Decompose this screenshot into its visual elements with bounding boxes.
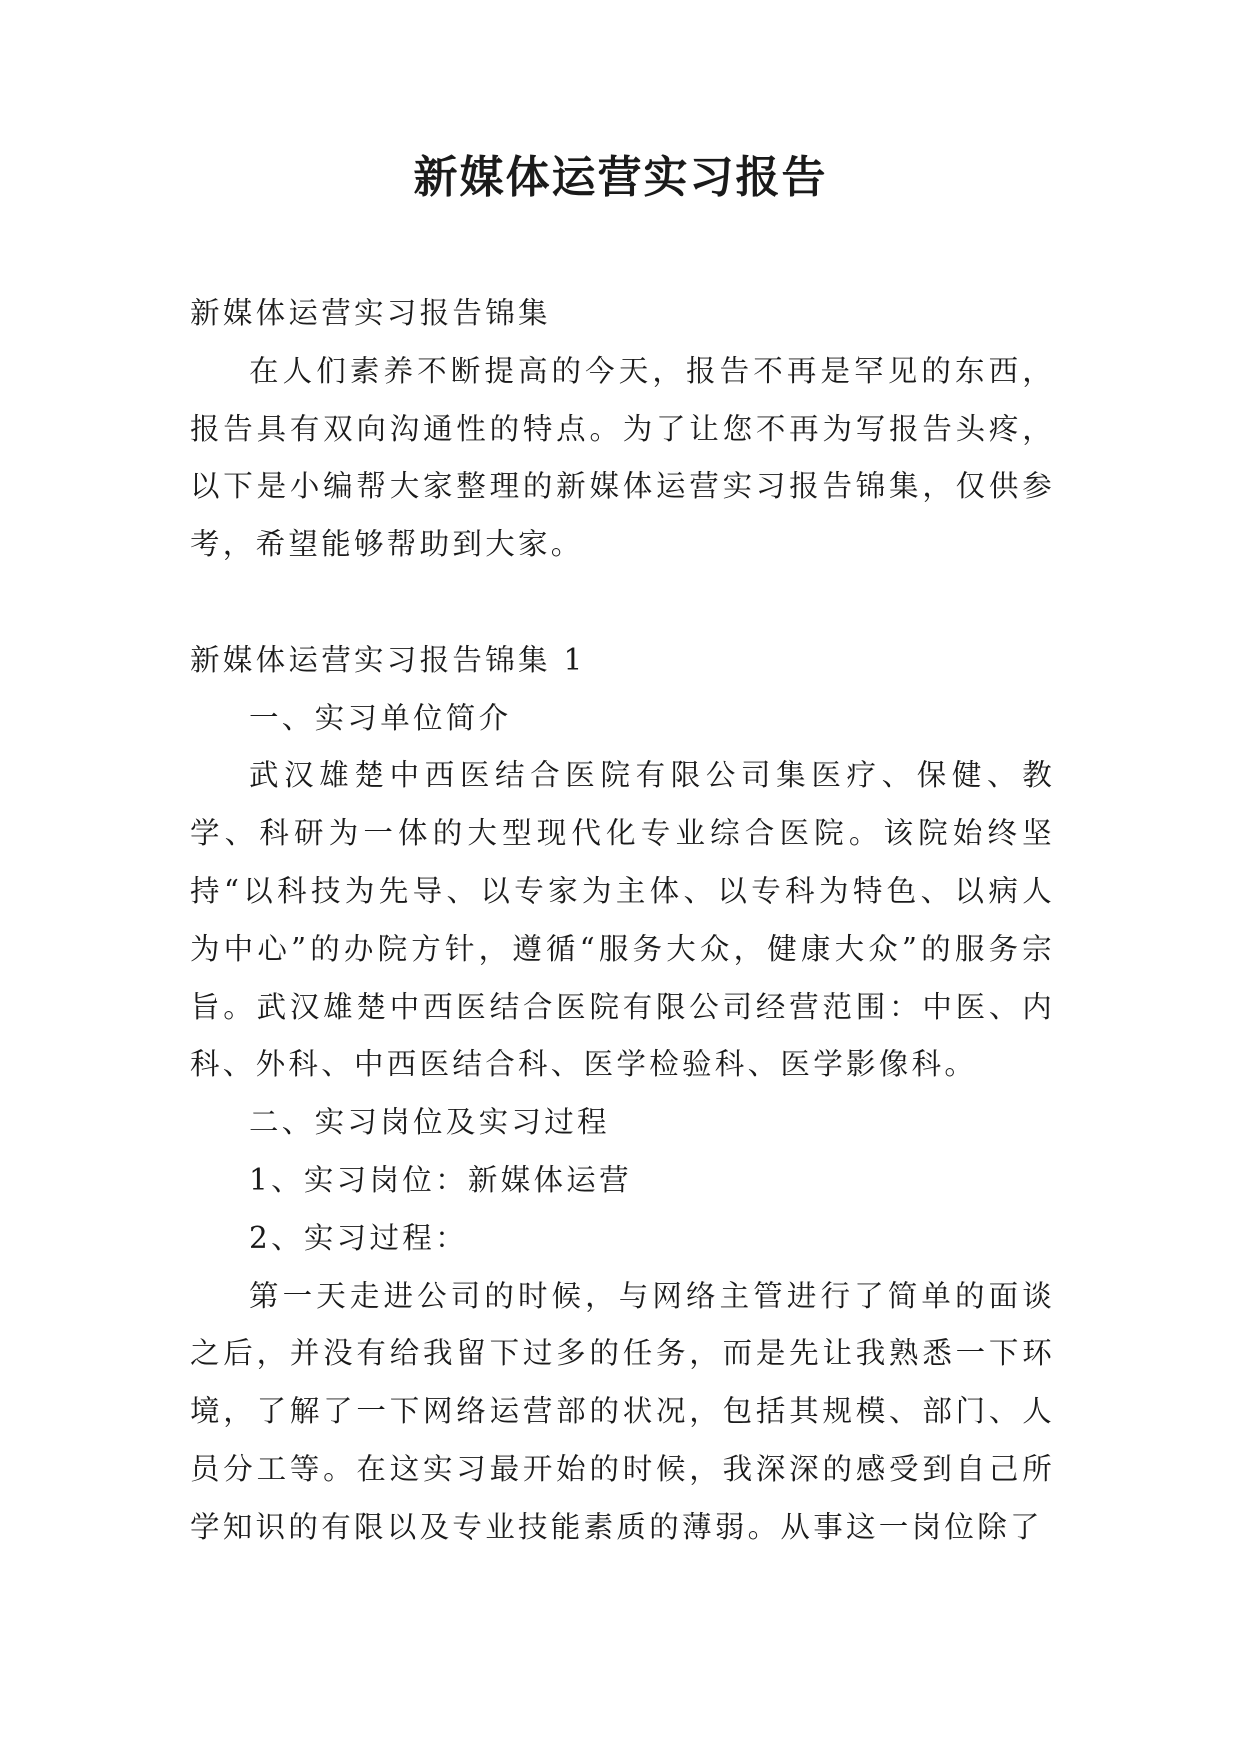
company-paragraph: 武汉雄楚中西医结合医院有限公司集医疗、保健、教学、科研为一体的大型现代化专业综合医院。该院始终坚持“以科技为先导、以专家为主体、以专科为特色、以病人为中心”的办院方针，遵循“服务大众，健康大众”的服务宗旨。武汉雄楚中西医结合医院有限公司经营范围：中医、内科、外科、中西医结合科、医学检验科、医学影像科。 <box>190 758 1055 1082</box>
heading-internship: 二、实习岗位及实习过程 <box>249 1105 610 1140</box>
paragraph-spacer <box>190 574 1055 632</box>
document-title: 新媒体运营实习报告 <box>413 152 828 203</box>
process-paragraph: 第一天走进公司的时候，与网络主管进行了简单的面谈之后，并没有给我留下过多的任务，而是先让我熟悉一下环境，了解了一下网络运营部的状况，包括其规模、部门、人员分工等。在这实习最开始的时候，我深深的感受到自己所学知识的有限以及专业技能素质的薄弱。从事这一岗位除了 <box>190 1278 1055 1544</box>
document-subtitle: 新媒体运营实习报告锦集 <box>190 296 551 330</box>
internship-position-item: 1、实习岗位：新媒体运营 <box>249 1162 632 1197</box>
intro-paragraph: 在人们素养不断提高的今天，报告不再是罕见的东西，报告具有双向沟通性的特点。为了让您不再为写报告头疼，以下是小编帮大家整理的新媒体运营实习报告锦集，仅供参考，希望能够帮助到大家。 <box>190 353 1055 562</box>
heading-company-intro: 一、实习单位简介 <box>249 700 512 735</box>
internship-process-item: 2、实习过程： <box>249 1220 468 1255</box>
document-body <box>190 285 1055 1557</box>
section-title: 新媒体运营实习报告锦集 1 <box>190 642 586 677</box>
